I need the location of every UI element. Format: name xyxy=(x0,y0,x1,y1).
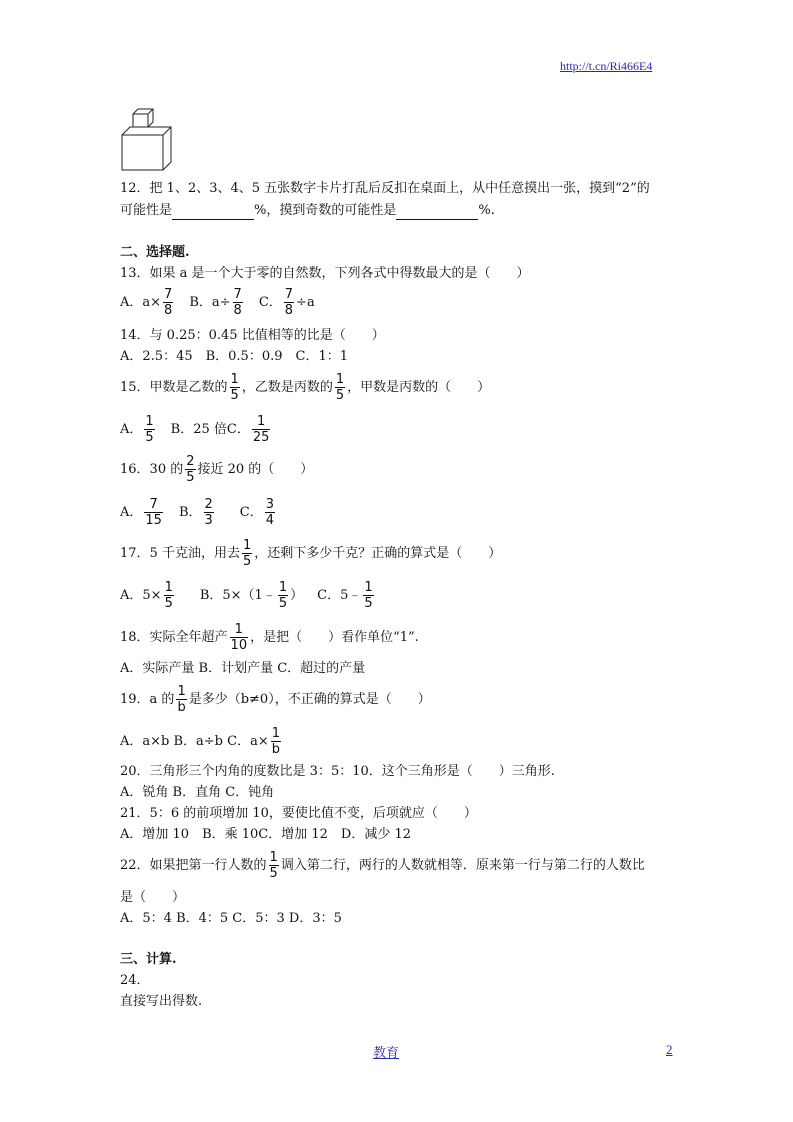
question-22-options: A．5：4 B．4：5 C．5：3 D．3：5 xyxy=(120,911,342,926)
question-17-stem xyxy=(120,537,501,571)
q16-option-b: B． xyxy=(178,505,202,520)
q22-text-2: 调入第二行，两行的人数就相等．原来第一行与第二行的人数比 xyxy=(280,858,645,873)
q19-frac-c: $\frac{1}{b}$ xyxy=(271,726,281,757)
q16-frac: $\frac{2}{5}$ xyxy=(186,454,195,485)
q18-text-2: ，是把（ ）看作单位“1”. xyxy=(250,630,419,645)
question-24-text: 直接写出得数. xyxy=(120,994,203,1009)
question-18-stem xyxy=(120,621,419,655)
question-17-options xyxy=(120,579,376,613)
q13-frac-a: $\frac{7}{8}$ xyxy=(164,287,173,318)
q12-blank-2[interactable] xyxy=(396,205,478,220)
question-15-options xyxy=(120,413,272,447)
q15-frac-c: $\frac{1}{25}$ xyxy=(252,414,270,445)
q15-option-a: A． xyxy=(120,422,143,437)
q17-frac-a: $\frac{1}{5}$ xyxy=(164,580,173,611)
q19-text-1: 19．a 的 xyxy=(120,692,175,707)
q19-options-text: A．a×b B．a÷b C．a× xyxy=(120,734,269,749)
q15-option-b: B．25 倍C． xyxy=(170,422,250,437)
question-16-stem xyxy=(120,453,313,487)
q15-frac-1: $\frac{1}{5}$ xyxy=(230,372,239,403)
q12-text-c: %. xyxy=(478,203,495,218)
q13-option-a: A．a× xyxy=(120,295,162,310)
question-21-options: A．增加 10 B．乘 10C．增加 12 D．减少 12 xyxy=(120,827,412,842)
q16-frac-c: $\frac{3}{4}$ xyxy=(265,497,275,528)
q13-frac-b: $\frac{7}{8}$ xyxy=(233,287,242,318)
header-url-link[interactable]: http://t.cn/Ri466E4 xyxy=(560,59,653,73)
question-12-line1: 12．把 1、2、3、4、5 五张数字卡片打乱后反扣在桌面上，从中任意摸出一张，摸到“2”的 xyxy=(120,181,650,196)
question-22-stem xyxy=(120,849,645,883)
section-3-title: 三、计算. xyxy=(120,952,177,967)
q22-text-1: 22．如果把第一行人数的 xyxy=(120,858,267,873)
q13-c-post: ÷a xyxy=(296,295,315,310)
question-18-options: A．实际产量 B．计划产量 C．超过的产量 xyxy=(120,661,366,676)
q12-blank-1[interactable] xyxy=(172,205,254,220)
q17-frac: $\frac{1}{5}$ xyxy=(242,538,252,569)
q17-frac-c: $\frac{1}{5}$ xyxy=(364,580,373,611)
q16-option-c: C． xyxy=(239,505,263,520)
question-12-line2 xyxy=(120,202,495,220)
q18-frac: $\frac{1}{10}$ xyxy=(230,622,248,653)
question-21-stem: 21．5：6 的前项增加 10，要使比值不变，后项就应（ ） xyxy=(120,806,477,821)
question-19-options xyxy=(120,725,283,759)
q17-frac-b: $\frac{1}{5}$ xyxy=(278,580,288,611)
q16-text-2: 接近 20 的（ ） xyxy=(197,462,314,477)
q17-text-2: ，还剩下多少千克？正确的算式是（ ） xyxy=(254,546,502,561)
q15-text-3: ，甲数是丙数的（ ） xyxy=(347,380,491,395)
footer-center-link[interactable]: 教育 xyxy=(373,1045,400,1060)
question-24-number: 24． xyxy=(120,973,150,988)
q15-frac-a: $\frac{1}{5}$ xyxy=(145,414,154,445)
q19-text-2: 是多少（b≠0），不正确的算式是（ ） xyxy=(188,692,431,707)
question-13-options xyxy=(120,287,315,319)
q15-text-2: ，乙数是丙数的 xyxy=(241,380,333,395)
question-13-stem: 13．如果 a 是一个大于零的自然数，下列各式中得数最大的是（ ） xyxy=(120,266,530,281)
q16-frac-b: $\frac{2}{3}$ xyxy=(204,497,213,528)
q15-text-1: 15．甲数是乙数的 xyxy=(120,380,228,395)
q13-option-b: B．a÷ xyxy=(189,295,231,310)
q13-option-c: C． xyxy=(258,295,282,310)
question-22-line2: 是（ ） xyxy=(120,890,186,905)
q12-text-b: %，摸到奇数的可能性是 xyxy=(254,203,397,218)
footer-page-number[interactable]: 2 xyxy=(666,1042,673,1057)
section-2-title: 二、选择题. xyxy=(120,245,190,260)
cube-figure xyxy=(118,106,178,172)
q17-option-c: C．5﹣ xyxy=(317,588,362,603)
question-16-options xyxy=(120,496,277,530)
q16-frac-a: $\frac{7}{15}$ xyxy=(145,497,162,528)
q15-frac-2: $\frac{1}{5}$ xyxy=(335,372,345,403)
q17-text-1: 17．5 千克油，用去 xyxy=(120,546,240,561)
q13-frac-c: $\frac{7}{8}$ xyxy=(284,287,294,318)
question-14-stem: 14．与 0.25：0.45 比值相等的比是（ ） xyxy=(120,328,385,343)
question-20-stem: 20．三角形三个内角的度数比是 3：5：10．这个三角形是（ ）三角形. xyxy=(120,764,555,779)
question-19-stem xyxy=(120,683,431,717)
q16-option-a: A． xyxy=(120,505,143,520)
question-20-options: A．锐角 B．直角 C．钝角 xyxy=(120,785,275,800)
question-15-stem xyxy=(120,371,490,405)
q16-text-1: 16．30 的 xyxy=(120,462,184,477)
q12-text-a: 可能性是 xyxy=(120,203,173,218)
q19-frac: $\frac{1}{b}$ xyxy=(177,684,186,715)
q18-text-1: 18．实际全年超产 xyxy=(120,630,228,645)
q17-b-post: ） xyxy=(290,588,304,603)
q22-frac: $\frac{1}{5}$ xyxy=(269,850,278,881)
q17-option-a: A．5× xyxy=(120,588,162,603)
q17-option-b: B．5×（1﹣ xyxy=(199,588,276,603)
question-14-options: A．2.5：45 B．0.5：0.9 C．1：1 xyxy=(120,349,348,364)
